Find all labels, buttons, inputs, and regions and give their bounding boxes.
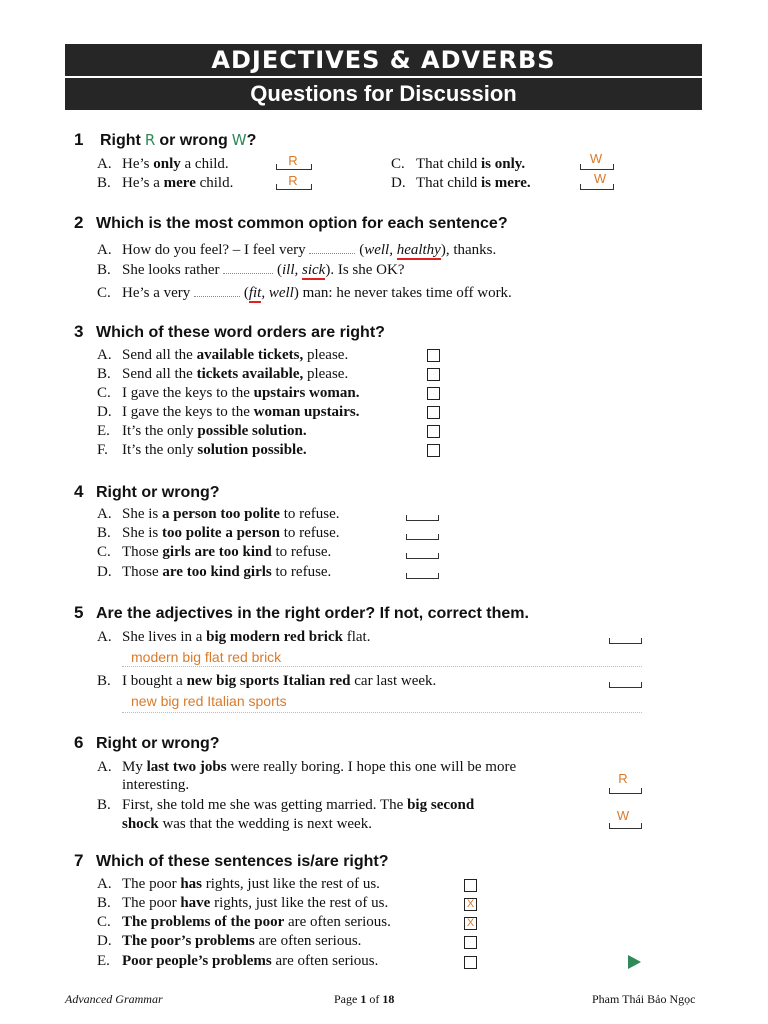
q3-item-b: B. Send all the tickets available, please.	[97, 366, 349, 382]
checkbox[interactable]	[427, 406, 440, 419]
q4-item-c: C. Those girls are too kind to refuse.	[97, 544, 332, 560]
answer-q6-a: R	[618, 771, 628, 786]
answer-q1-a: R	[288, 153, 298, 168]
page-subtitle: Questions for Discussion	[65, 78, 702, 110]
question-7-heading: 7 Which of these sentences is/are right?	[74, 851, 389, 870]
answer-bracket[interactable]	[406, 534, 439, 540]
question-4-heading: 4 Right or wrong?	[74, 482, 220, 501]
q7-item-e: E. Poor people’s problems are often serious.	[97, 953, 379, 969]
checkbox-checked[interactable]: X	[464, 898, 477, 911]
question-2-heading: 2 Which is the most common option for each sentence?	[74, 213, 508, 232]
q3-item-a: A. Send all the available tickets, please.	[97, 347, 349, 363]
checkbox[interactable]	[464, 936, 477, 949]
q7-item-d: D. The poor’s problems are often serious.	[97, 933, 362, 949]
q6-item-b-line2: shock was that the wedding is next week.	[122, 816, 372, 832]
answer-bracket[interactable]	[609, 682, 642, 688]
q2-item-c: C. He’s a very (fit, well) man: he never takes time off work.	[97, 285, 512, 301]
q3-item-d: D. I gave the keys to the woman upstairs.	[97, 404, 360, 420]
answer-q1-c: W	[589, 151, 603, 166]
answer-q1-b: R	[288, 173, 298, 188]
page-number: Page 1 of 18	[334, 992, 395, 1006]
q5-item-b: B. I bought a new big sports Italian red car last week.	[97, 673, 437, 689]
q3-item-e: E. It’s the only possible solution.	[97, 423, 307, 439]
checkbox[interactable]	[427, 387, 440, 400]
footer-left: Advanced Grammar	[65, 992, 163, 1006]
q7-item-a: A. The poor has rights, just like the rest of us.	[97, 876, 380, 892]
answer-q6-b: W	[616, 808, 630, 823]
question-5-heading: 5 Are the adjectives in the right order? If not, correct them.	[74, 603, 529, 622]
answer-bracket[interactable]	[609, 638, 642, 644]
handwritten-w: W	[231, 131, 247, 149]
answer-bracket[interactable]	[609, 788, 642, 794]
checkbox[interactable]	[427, 368, 440, 381]
question-1-heading: 1 Right R or wrong W?	[74, 130, 257, 149]
answer-q5-a[interactable]: modern big flat red brick	[131, 649, 282, 665]
q1-item-d: D. That child is mere.	[391, 175, 531, 191]
q6-item-a-line2: interesting.	[122, 777, 190, 793]
handwritten-r: R	[144, 131, 156, 149]
answer-q1-d: W	[593, 171, 607, 186]
answer-bracket[interactable]	[609, 823, 642, 829]
q4-item-a: A. She is a person too polite to refuse.	[97, 506, 340, 522]
q6-item-a: A. My last two jobs were really boring. I hope this one will be more	[97, 759, 517, 775]
answer-bracket[interactable]	[406, 515, 439, 521]
q2-item-a: A. How do you feel? – I feel very (well, healthy), thanks.	[97, 242, 497, 258]
q7-item-b: B. The poor have rights, just like the rest of us.	[97, 895, 389, 911]
answer-bracket[interactable]	[406, 573, 439, 579]
q2-item-b: B. She looks rather (ill, sick). Is she OK?	[97, 262, 405, 278]
answer-q5-b[interactable]: new big red Italian sports	[131, 693, 287, 709]
page-title: ADJECTIVES & ADVERBS	[65, 44, 702, 76]
answer-line	[122, 712, 642, 713]
checkbox[interactable]	[427, 425, 440, 438]
q1-item-a: A. He’s only a child.	[97, 156, 229, 172]
answer-bracket[interactable]	[406, 553, 439, 559]
q1-item-c: C. That child is only.	[391, 156, 526, 172]
answer-line	[122, 666, 642, 667]
fill-blank[interactable]	[194, 284, 240, 297]
q3-item-f: F. It’s the only solution possible.	[97, 442, 307, 458]
checkbox[interactable]	[464, 879, 477, 892]
q7-item-c: C. The problems of the poor are often serious.	[97, 914, 391, 930]
fill-blank[interactable]	[223, 261, 273, 274]
q4-item-d: D. Those are too kind girls to refuse.	[97, 564, 332, 580]
checkbox-checked[interactable]: X	[464, 917, 477, 930]
q3-item-c: C. I gave the keys to the upstairs woman.	[97, 385, 360, 401]
checkbox[interactable]	[427, 444, 440, 457]
q5-item-a: A. She lives in a big modern red brick flat.	[97, 629, 371, 645]
q6-item-b: B. First, she told me she was getting married. The big second	[97, 797, 475, 813]
q1-item-b: B. He’s a mere child.	[97, 175, 234, 191]
question-6-heading: 6 Right or wrong?	[74, 733, 220, 752]
question-3-heading: 3 Which of these word orders are right?	[74, 322, 385, 341]
fill-blank[interactable]	[309, 241, 355, 254]
checkbox[interactable]	[427, 349, 440, 362]
footer-right: Pham Thái Bảo Ngọc	[592, 992, 696, 1006]
q4-item-b: B. She is too polite a person to refuse.	[97, 525, 340, 541]
checkbox[interactable]	[464, 956, 477, 969]
next-arrow-icon[interactable]	[628, 955, 641, 969]
